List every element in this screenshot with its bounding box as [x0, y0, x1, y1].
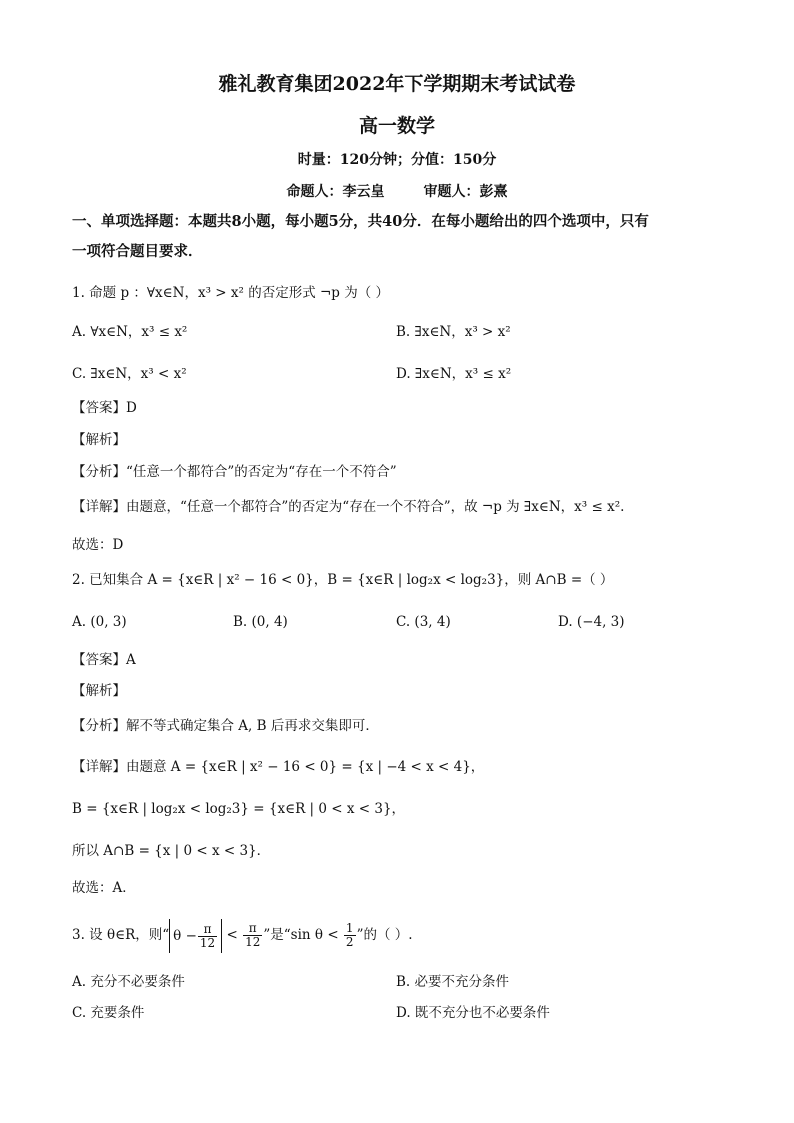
q2-detail-1: 【详解】由题意 A = {x∈R | x² − 16 < 0} = {x | −4 < x < 4}， — [72, 759, 485, 775]
q1-detail: 【详解】由题意，“任意一个都符合”的否定为“存在一个不符合”，故 ¬p 为 ∃x∈N，x³ ≤ x². — [72, 499, 625, 515]
q2-detail-2: B = {x∈R | log₂x < log₂3} = {x∈R | 0 < x < 3}， — [72, 801, 406, 817]
q3-option-a: A. 充分不必要条件 — [72, 974, 185, 990]
q3-lt: < — [226, 927, 238, 943]
q2-option-d: D. (−4, 3) — [558, 614, 625, 630]
q1-option-b: B. ∃x∈N，x³ > x² — [396, 324, 511, 340]
q3-option-b: B. 必要不充分条件 — [396, 974, 510, 990]
q3-frac-num: 1 — [345, 921, 354, 935]
q3-frac-pi-12-b — [243, 922, 262, 949]
q1-option-d: D. ∃x∈N，x³ ≤ x² — [396, 366, 512, 382]
q3-abs-expression — [169, 919, 222, 953]
q3-frac-pi-12-a — [198, 923, 217, 950]
q3-frac-den: 2 — [345, 935, 354, 949]
q1-option-c: C. ∃x∈N，x³ < x² — [72, 366, 187, 382]
q2-analysis: 【分析】解不等式确定集合 A, B 后再求交集即可． — [72, 718, 379, 734]
q3-frac-num: π — [198, 923, 217, 937]
q2-option-c: C. (3, 4) — [396, 614, 451, 630]
q1-jiexi: 【解析】 — [72, 432, 126, 448]
q2-option-b: B. (0, 4) — [233, 614, 288, 630]
exam-title: 雅礼教育集团2022年下学期期末考试试卷 — [218, 73, 576, 95]
q2-answer: 【答案】A — [72, 652, 136, 668]
q2-option-a: A. (0, 3) — [72, 614, 127, 630]
q2-detail-3: 所以 A∩B = {x | 0 < x < 3}． — [72, 843, 271, 859]
time-score: 时量：120分钟；分值：150分 — [297, 152, 497, 168]
q3-stem-post: ”的（ ）. — [356, 927, 413, 943]
q1-option-a: A. ∀x∈N，x³ ≤ x² — [72, 324, 188, 340]
q3-frac-num: π — [243, 922, 262, 936]
q2-stem: 2. 已知集合 A = {x∈R | x² − 16 < 0}，B = {x∈R | log₂x < log₂3}，则 A∩B =（ ） — [72, 572, 614, 588]
q3-abs-left: θ − — [173, 927, 197, 944]
q3-frac-one-half — [344, 922, 356, 949]
q2-jiexi: 【解析】 — [72, 683, 126, 699]
q3-frac-den: 12 — [199, 935, 216, 950]
q3-stem-pre: 3. 设 θ∈R，则“ — [72, 927, 170, 943]
q3-option-d: D. 既不充分也不必要条件 — [396, 1005, 550, 1021]
section-heading-line1: 一、单项选择题：本题共8小题，每小题5分，共40分．在每小题给出的四个选项中，只有 — [72, 213, 649, 230]
subject-title: 高一数学 — [358, 115, 435, 137]
q3-frac-den: 12 — [245, 935, 261, 949]
section-heading-line2: 一项符合题目要求． — [72, 243, 203, 260]
q1-answer: 【答案】D — [72, 400, 137, 416]
q1-choice: 故选：D — [72, 537, 124, 553]
q1-analysis: 【分析】“任意一个都符合”的否定为“存在一个不符合” — [72, 464, 397, 480]
authors: 命题人：李云皇 审题人：彭熹 — [286, 184, 508, 200]
q1-stem: 1. 命题 p ：∀x∈N，x³ > x² 的否定形式 ¬p 为（ ） — [72, 285, 390, 301]
q3-option-c: C. 充要条件 — [72, 1005, 145, 1021]
q3-mid: ”是“sin θ < — [263, 927, 339, 943]
q3-stem — [72, 915, 413, 955]
q2-choice: 故选：A． — [72, 880, 136, 896]
